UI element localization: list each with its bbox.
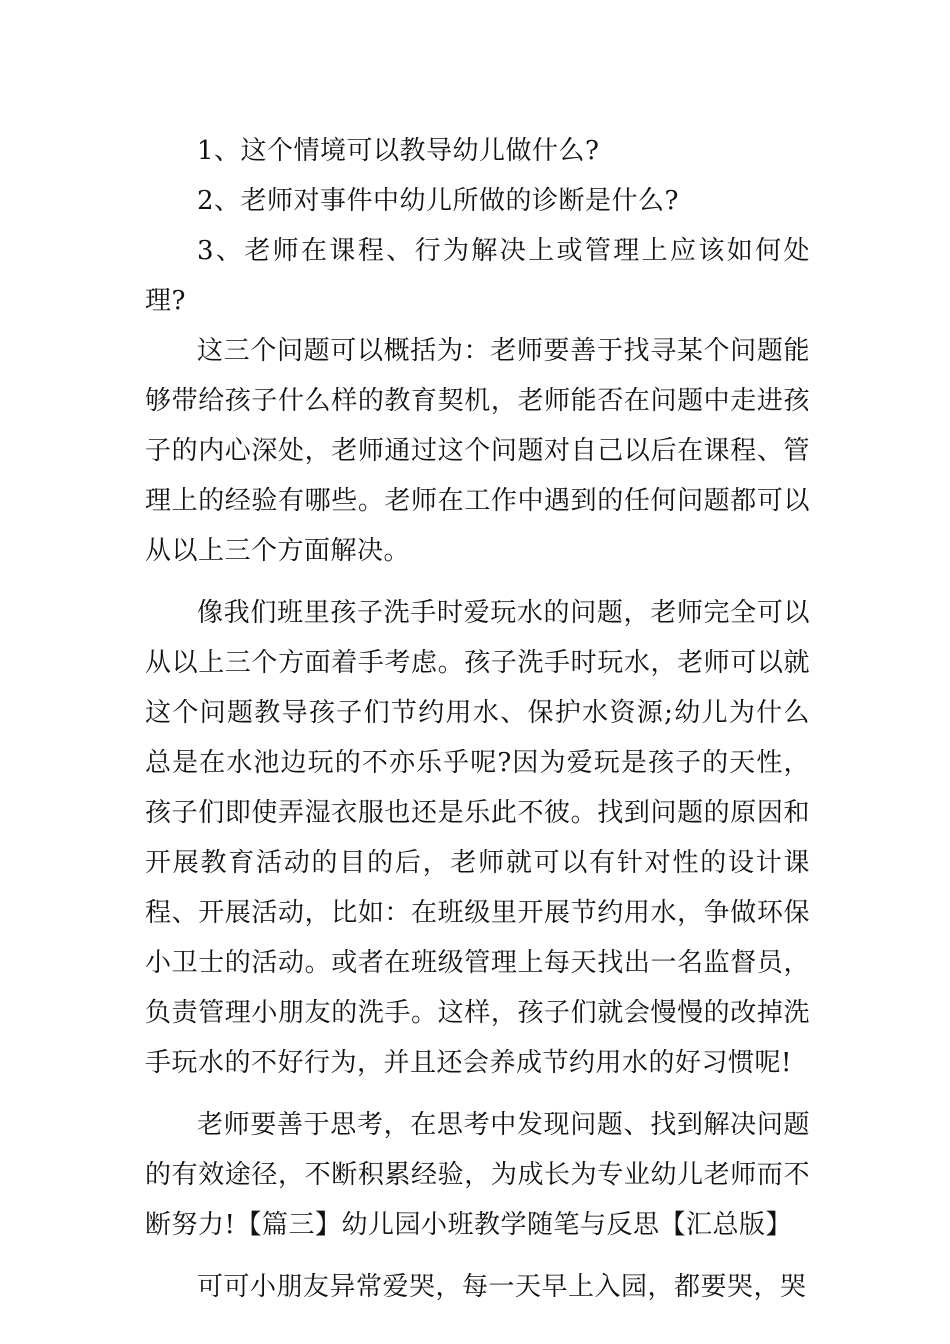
summary-paragraph: 这三个问题可以概括为：老师要善于找寻某个问题能够带给孩子什么样的教育契机，老师能否在问题中走进孩子的内心深处，老师通过这个问题对自己以后在课程、管理上的经验有哪些。老师在工作中遇到的任何问题都可以从以上三个方面解决。	[145, 336, 810, 566]
question-2: 2、老师对事件中幼儿所做的诊断是什么?	[197, 186, 679, 216]
conclusion-paragraph: 老师要善于思考，在思考中发现问题、找到解决问题的有效途径，不断积累经验，为成长为专业幼儿老师而不断努力!【篇三】幼儿园小班教学随笔与反思【汇总版】	[145, 1110, 810, 1240]
next-article-paragraph: 可可小朋友异常爱哭，每一天早上入园，都要哭，哭	[197, 1272, 807, 1302]
question-3: 3、老师在课程、行为解决上或管理上应该如何处理?	[145, 236, 810, 316]
question-1: 1、这个情境可以教导幼儿做什么?	[197, 136, 600, 166]
document-body	[145, 126, 810, 1312]
example-paragraph: 像我们班里孩子洗手时爱玩水的问题，老师完全可以从以上三个方面着手考虑。孩子洗手时玩水，老师可以就这个问题教导孩子们节约用水、保护水资源;幼儿为什么总是在水池边玩的不亦乐乎呢?因为爱玩是孩子的天性，孩子们即使弄湿衣服也还是乐此不彼。找到问题的原因和开展教育活动的目的后，老师就可以有针对性的设计课程、开展活动，比如：在班级里开展节约用水，争做环保小卫士的活动。或者在班级管理上每天找出一名监督员，负责管理小朋友的洗手。这样，孩子们就会慢慢的改掉洗手玩水的不好行为，并且还会养成节约用水的好习惯呢!	[145, 598, 810, 1078]
